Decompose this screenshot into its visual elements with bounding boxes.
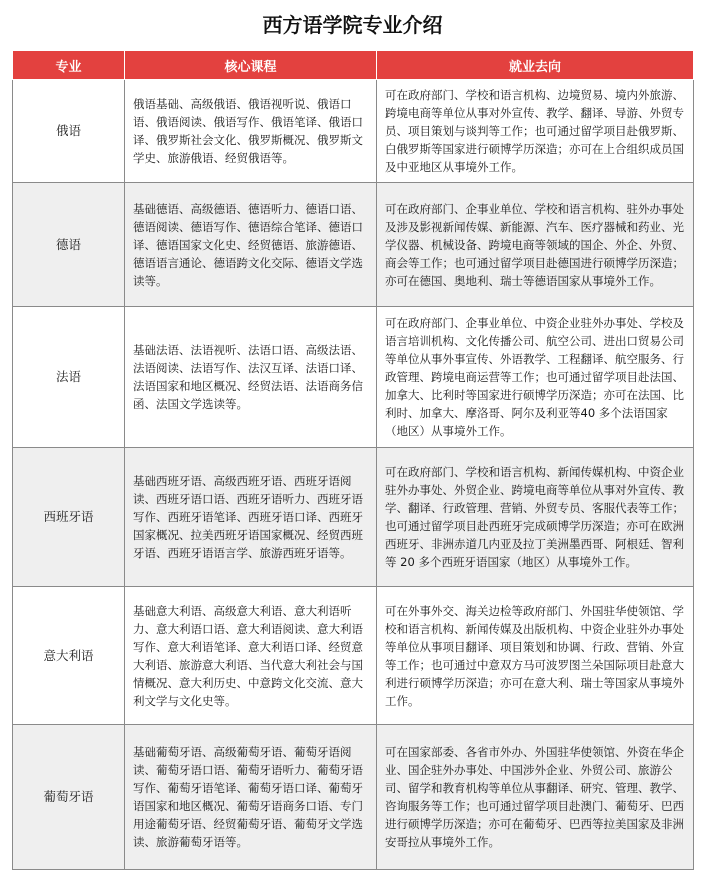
core-courses: 基础德语、高级德语、德语听力、德语口语、德语阅读、德语写作、德语综合笔译、德语口译、德语国家文化史、经贸德语、旅游德语、德语语言通论、德语跨文化交际、德语文学选读等。 — [125, 183, 377, 307]
major-name: 法语 — [13, 307, 125, 448]
core-courses: 基础西班牙语、高级西班牙语、西班牙语阅读、西班牙语口语、西班牙语听力、西班牙语写作、西班牙语笔译、西班牙语口译、西班牙国家概况、拉美西班牙语国家概况、经贸西班牙语、西班牙语语言学、旅游西班牙语等。 — [125, 448, 377, 587]
core-courses: 基础葡萄牙语、高级葡萄牙语、葡萄牙语阅读、葡萄牙语口语、葡萄牙语听力、葡萄牙语写作、葡萄牙语笔译、葡萄牙语口译、葡萄牙语国家和地区概况、葡萄牙语商务口语、专门用途葡萄牙语、经贸葡萄牙语、葡萄牙文学选读、旅游葡萄牙语等。 — [125, 725, 377, 870]
major-name: 意大利语 — [13, 587, 125, 725]
majors-table — [12, 50, 694, 870]
table-row-spanish — [13, 448, 694, 587]
header-courses: 核心课程 — [125, 51, 377, 80]
major-name: 葡萄牙语 — [13, 725, 125, 870]
table-row-russian — [13, 80, 694, 183]
table-header-row — [13, 51, 694, 80]
major-name: 德语 — [13, 183, 125, 307]
career-paths: 可在政府部门、学校和语言机构、边境贸易、境内外旅游、跨境电商等单位从事对外宣传、教学、翻译、导游、外贸专员、项目策划与谈判等工作；也可通过留学项目赴俄罗斯、白俄罗斯等国家进行硕博学历深造；亦可在上合组织成员国及中亚地区从事境外工作。 — [377, 80, 694, 183]
table-row-italian — [13, 587, 694, 725]
page-title: 西方语学院专业介绍 — [262, 13, 443, 37]
core-courses: 俄语基础、高级俄语、俄语视听说、俄语口语、俄语阅读、俄语写作、俄语笔译、俄语口译、俄罗斯社会文化、俄罗斯概况、俄罗斯文学史、旅游俄语、经贸俄语等。 — [125, 80, 377, 183]
table-row-german — [13, 183, 694, 307]
table-row-portuguese — [13, 725, 694, 870]
career-paths: 可在政府部门、企事业单位、学校和语言机构、驻外办事处及涉及影视新闻传媒、新能源、汽车、医疗器械和药业、光学仪器、机械设备、跨境电商等领域的国企、外企、外贸、商会等工作；也可通过留学项目赴德国进行硕博学历深造；亦可在德国、奥地利、瑞士等德语国家从事境外工作。 — [377, 183, 694, 307]
career-paths: 可在国家部委、各省市外办、外国驻华使领馆、外资在华企业、国企驻外办事处、中国涉外企业、外贸公司、旅游公司、留学和教育机构等单位从事翻译、研究、管理、教学、咨询服务等工作；也可通过留学项目赴澳门、葡萄牙、巴西进行硕博学历深造；亦可在葡萄牙、巴西等拉美国家及非洲安哥拉从事境外工作。 — [377, 725, 694, 870]
career-paths: 可在政府部门、学校和语言机构、新闻传媒机构、中资企业驻外办事处、外贸企业、跨境电商等单位从事对外宣传、教学、翻译、行政管理、营销、外贸专员、客服代表等工作；也可通过留学项目赴西班牙完成硕博学历深造；亦可在欧洲西班牙、非洲赤道几内亚及拉丁美洲墨西哥、阿根廷、智利等 20 多个西班牙语国家（地区）从事境外工作。 — [377, 448, 694, 587]
career-paths: 可在政府部门、企事业单位、中资企业驻外办事处、学校及语言培训机构、文化传播公司、航空公司、进出口贸易公司等单位从事外事宣传、外语教学、工程翻译、航空服务、行政管理、跨境电商运营等工作；也可通过留学项目赴法国、加拿大、比利时等国家进行硕博学历深造；亦可在法国、比利时、加拿大、摩洛哥、阿尔及利亚等40 多个法语国家（地区）从事境外工作。 — [377, 307, 694, 448]
core-courses: 基础意大利语、高级意大利语、意大利语听力、意大利语口语、意大利语阅读、意大利语写作、意大利语笔译、意大利语口译、经贸意大利语、旅游意大利语、当代意大利社会与国情概况、意大利历史、中意跨文化交流、意大利文学与文化史等。 — [125, 587, 377, 725]
major-name: 俄语 — [13, 80, 125, 183]
core-courses: 基础法语、法语视听、法语口语、高级法语、法语阅读、法语写作、法汉互译、法语口译、法语国家和地区概况、经贸法语、法语商务信函、法国文学选读等。 — [125, 307, 377, 448]
career-paths: 可在外事外交、海关边检等政府部门、外国驻华使领馆、学校和语言机构、新闻传媒及出版机构、中资企业驻外办事处等单位从事项目翻译、项目策划和协调、行政、营销、外宣等工作；也可通过中意双方马可波罗图兰朵国际项目赴意大利进行硕博学历深造；亦可在意大利、瑞士等国家从事境外工作。 — [377, 587, 694, 725]
major-name: 西班牙语 — [13, 448, 125, 587]
header-careers: 就业去向 — [377, 51, 694, 80]
table-row-french — [13, 307, 694, 448]
header-major: 专业 — [13, 51, 125, 80]
